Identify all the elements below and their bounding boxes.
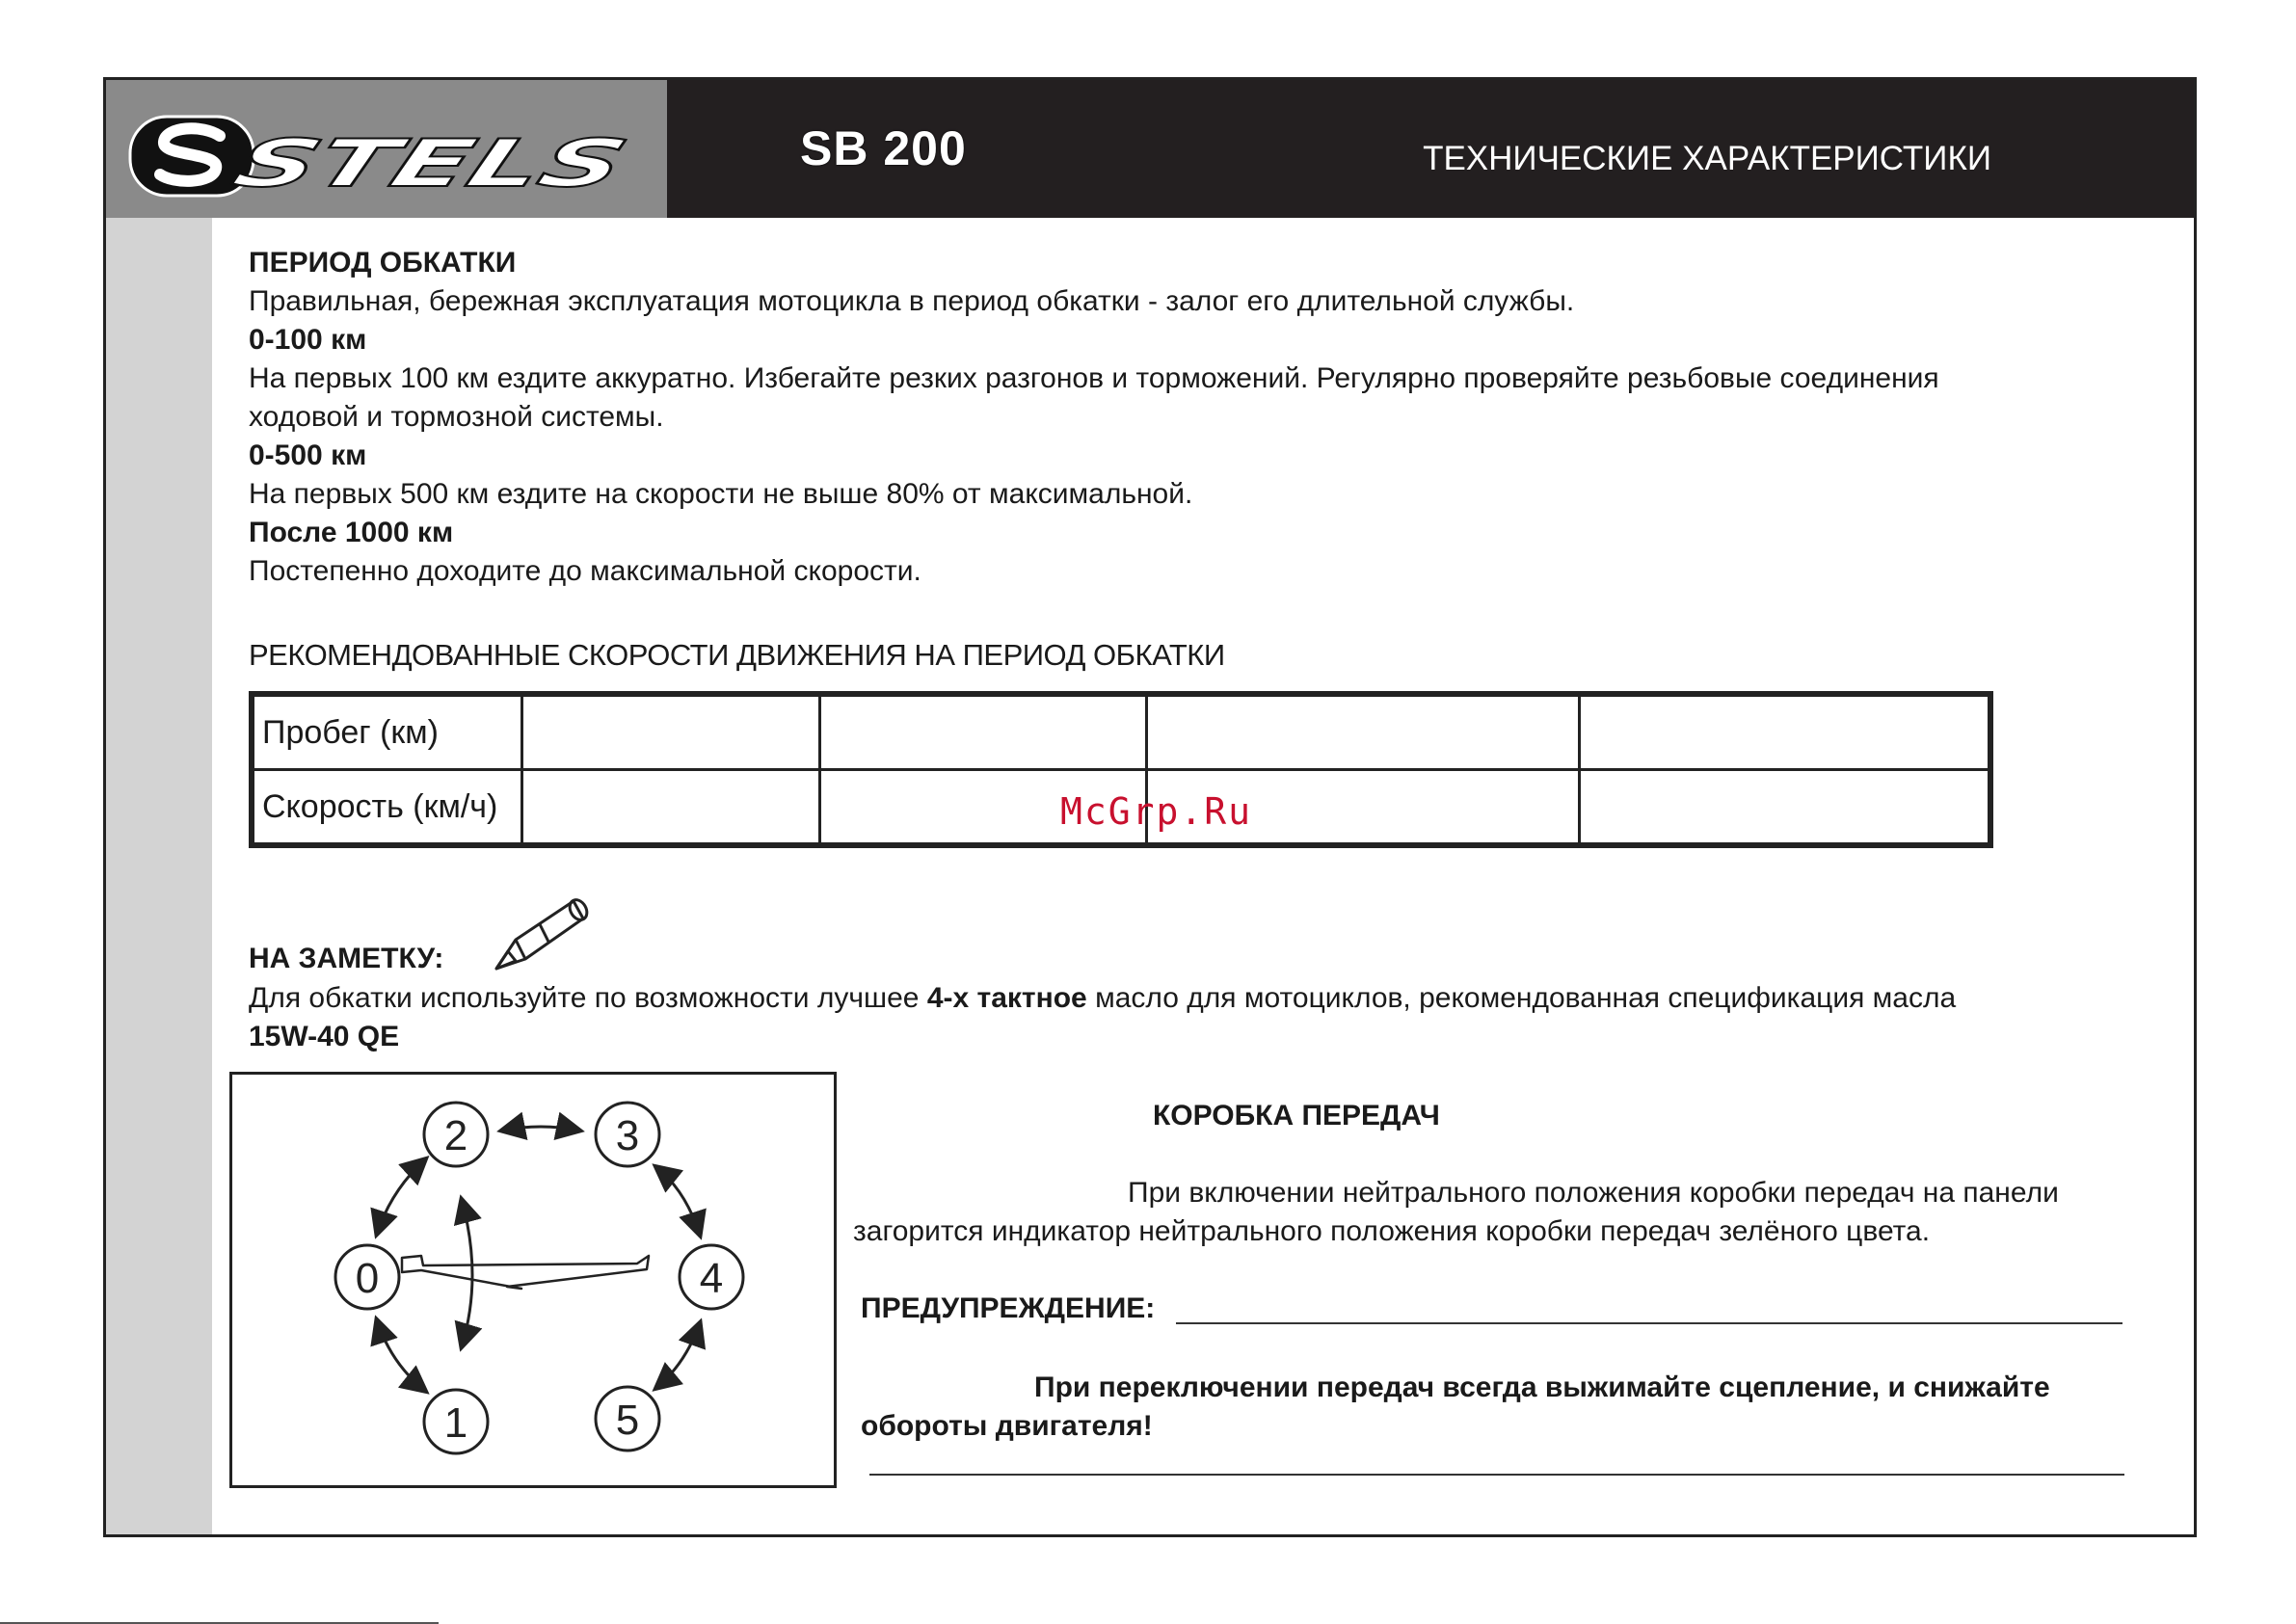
table-cell-label: Пробег (км) [254,696,522,770]
note-bold: 4-х тактное [926,982,1087,1014]
break-in-heading: ПЕРИОД ОБКАТКИ [249,247,517,279]
table-cell [522,696,820,770]
watermark: McGrp.Ru [1060,790,1253,833]
stage2-title: 0-500 км [249,439,367,471]
break-in-intro: Правильная, бережная эксплуатация мотоцикла в период обкатки - залог его длительной службы. [249,285,1575,317]
note-text-2: 15W-40 QE [249,1021,400,1052]
side-strip [106,218,212,1534]
gear-label-2: 2 [443,1112,468,1159]
warning-rule [1176,1322,2122,1324]
stage2-text: На первых 500 км ездите на скорости не выше 80% от максимальной. [249,478,1193,510]
pencil-icon [487,882,593,978]
header-bar [106,80,2194,218]
speeds-heading: РЕКОМЕНДОВАННЫЕ СКОРОСТИ ДВИЖЕНИЯ НА ПЕРИОД ОБКАТКИ [249,638,1225,672]
gearbox-text-1: При включении нейтрального положения коробки передач на панели [1128,1177,2059,1209]
header-title: ТЕХНИЧЕСКИЕ ХАРАКТЕРИСТИКИ [1423,140,1991,177]
model-name: SB 200 [800,121,967,175]
gearbox-diagram [229,1072,837,1488]
brand-logo [106,80,667,218]
gear-label-0: 0 [355,1255,380,1302]
stage1-text-1: На первых 100 км ездите аккуратно. Избегайте резких разгонов и торможений. Регулярно проверяйте резьбовые соединения [249,362,1939,394]
stage3-title: После 1000 км [249,517,454,548]
svg-text:STELS: STELS [223,125,477,202]
warning-heading: ПРЕДУПРЕЖДЕНИЕ: [861,1292,1156,1324]
gear-label-3: 3 [615,1112,640,1159]
table-cell [1580,696,1989,770]
gear-label-1: 1 [443,1399,468,1447]
table-cell [820,696,1147,770]
gear-shift-diagram [232,1075,834,1485]
stage1-text-2: ходовой и тормозной системы. [249,401,664,433]
table-row [254,696,1989,770]
table-cell [1147,696,1580,770]
gear-label-5: 5 [615,1397,640,1444]
table-cell [1580,770,1989,844]
table-cell-label: Скорость (км/ч) [254,770,522,844]
table-cell [522,770,820,844]
gearbox-text-2: загорится индикатор нейтрального положения коробки передач зелёного цвета. [853,1215,1931,1247]
note-text-1: Для обкатки используйте по возможности лучшее 4-х тактное масло для мотоциклов, рекомендованная спецификация масла [249,982,1957,1014]
warning-end-rule [869,1474,2124,1476]
warning-text-2: обороты двигателя! [861,1410,1153,1442]
note-heading: НА ЗАМЕТКУ: [249,943,444,974]
stels-logo-icon [106,80,667,218]
stage1-title: 0-100 км [249,324,367,356]
stage3-text: Постепенно доходите до максимальной скорости. [249,555,921,587]
warning-text-1: При переключении передач всегда выжимайте сцепление, и снижайте [1034,1371,2050,1403]
gear-label-4: 4 [699,1255,724,1302]
gearbox-heading: КОРОБКА ПЕРЕДАЧ [1153,1100,1440,1131]
